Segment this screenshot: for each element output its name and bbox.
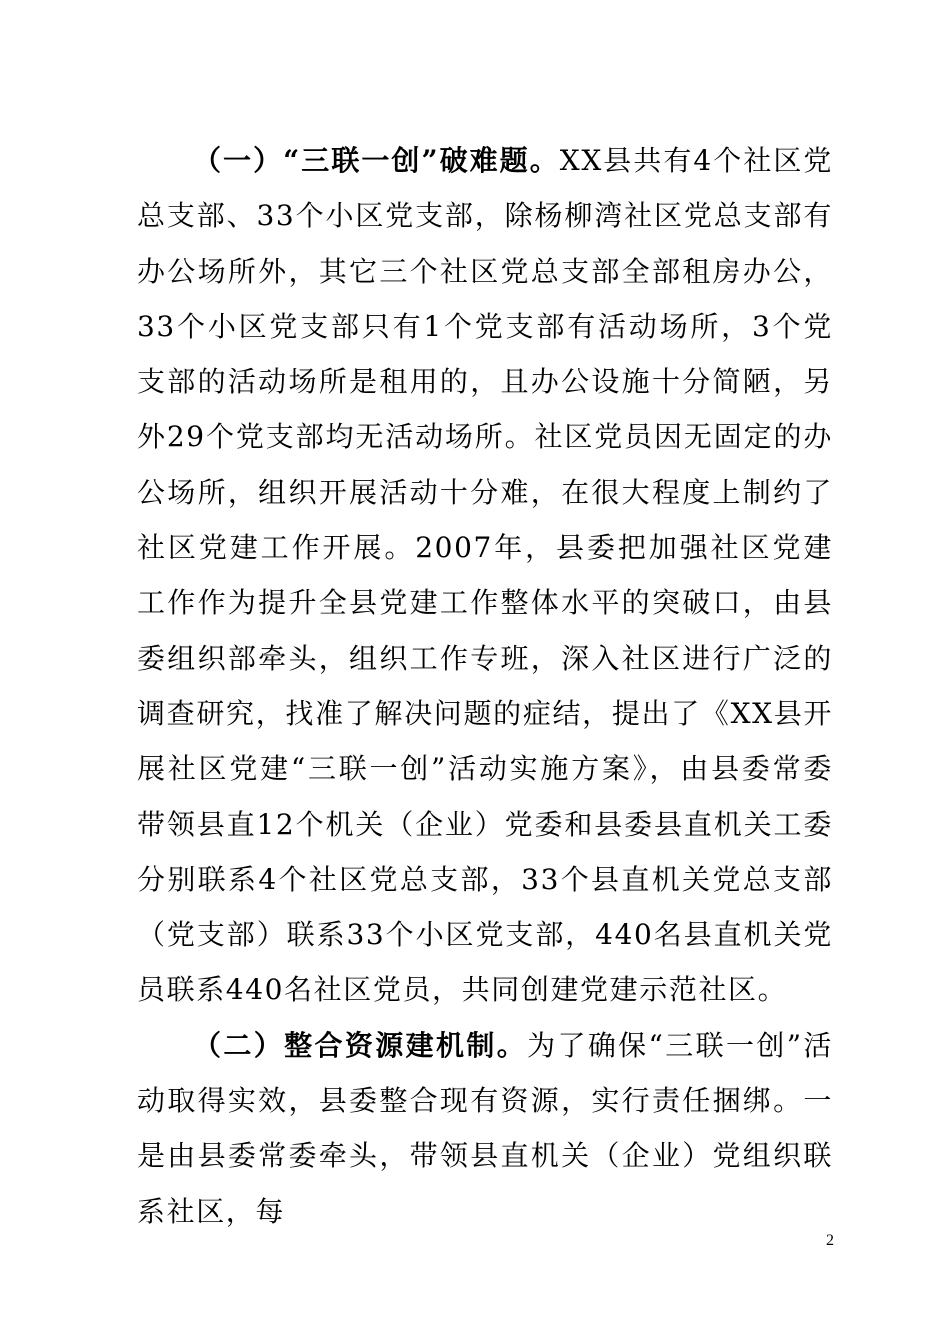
paragraph-2-body: 为了确保“三联一创”活动取得实效，县委整合现有资源，实行责任捆绑。一是由县委常委牵头，带领县直机关（企业）党组织联系社区，每: [137, 1028, 834, 1228]
paragraph-1-body: XX县共有4个社区党总支部、33个小区党支部，除杨柳湾社区党总支部有办公场所外，其它三个社区党总支部全部租房办公，33个小区党支部只有1个党支部有活动场所，3个党支部的活动场所是租用的，且办公设施十分简陋，另外29个党支部均无活动场所。社区党员因无固定的办公场所，组织开展活动十分难，在很大程度上制约了社区党建工作开展。2007年，县委把加强社区党建工作作为提升全县党建工作整体水平的突破口，由县委组织部牵头，组织工作专班，深入社区进行广泛的调查研究，找准了解决问题的症结，提出了《XX县开展社区党建“三联一创”活动实施方案》，由县委常委带领县直12个机关（企业）党委和县委县直机关工委分别联系4个社区党总支部，33个县直机关党总支部（党支部）联系33个小区党支部，440名县直机关党员联系440名社区党员，共同创建党建示范社区。: [137, 144, 834, 1007]
page-number: 2: [826, 1232, 834, 1249]
section-heading-2: （二）整合资源建机制。: [193, 1028, 528, 1062]
paragraph-1: [137, 133, 833, 1018]
paragraph-2: [137, 1018, 833, 1239]
document-page: [137, 133, 833, 1239]
section-heading-1: （一）“三联一创”破难题。: [193, 144, 560, 177]
